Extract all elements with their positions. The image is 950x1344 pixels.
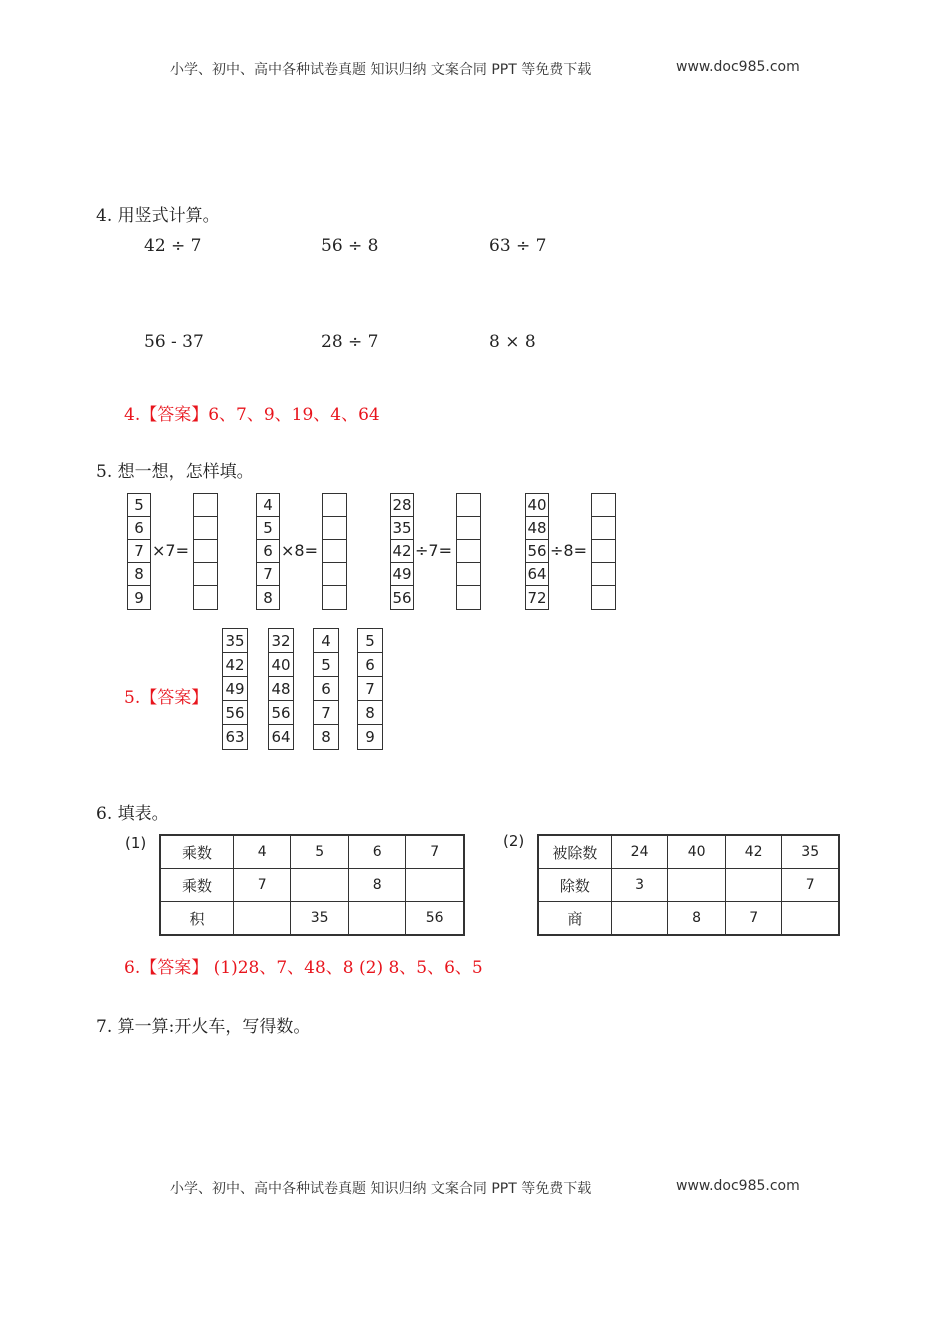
answer-blank-column-cell[interactable] (592, 494, 615, 517)
answer-column-cell: 8 (321, 728, 331, 746)
table1-label: (1) (125, 834, 147, 852)
input-column-cell: 48 (526, 517, 548, 540)
q5-title: 5. 想一想，怎样填。 (96, 462, 254, 482)
answer-blank-column-cell[interactable] (457, 494, 480, 517)
input-column-cell: 49 (391, 563, 413, 586)
answer-blank-column-cell[interactable] (323, 586, 346, 609)
input-column (127, 493, 151, 610)
answer-blank-column-cell[interactable] (592, 517, 615, 540)
q7-title: 7. 算一算:开火车，写得数。 (96, 1017, 311, 1037)
answer-column-cell: 7 (358, 677, 382, 701)
answer-blank-column-cell[interactable] (323, 494, 346, 517)
header-text: 小学、初中、高中各种试卷真题 知识归纳 文案合同 PPT 等免费下载 (170, 62, 592, 78)
answer-blank-column-cell[interactable] (194, 540, 217, 563)
input-column-cell: 56 (526, 540, 548, 563)
answer-blank-column-cell[interactable] (457, 517, 480, 540)
table-cell: 35 (291, 902, 349, 936)
operator: ×7= (152, 541, 189, 560)
answer-blank-column-cell[interactable] (323, 563, 346, 586)
footer-text: 小学、初中、高中各种试卷真题 知识归纳 文案合同 PPT 等免费下载 (170, 1181, 592, 1197)
input-column-cell: 35 (391, 517, 413, 540)
table-cell: 4 (234, 835, 291, 869)
table-cell (782, 902, 839, 936)
answer-column-cell: 35 (223, 629, 247, 653)
input-column-cell: 6 (128, 517, 150, 540)
table-cell (234, 902, 291, 936)
answer-column-cell: 9 (365, 728, 375, 746)
input-column-cell: 9 (134, 588, 144, 607)
answer-column (313, 628, 339, 750)
q4-problem: 63 ÷ 7 (489, 236, 547, 256)
division-table (537, 834, 840, 936)
table-cell: 8 (668, 902, 726, 936)
table-cell (406, 869, 464, 902)
input-column-cell: 8 (128, 563, 150, 586)
table-row (160, 835, 464, 869)
input-column-cell: 56 (392, 588, 412, 607)
table-row (160, 869, 464, 902)
answer-column-cell: 6 (314, 677, 338, 701)
table-cell: 7 (406, 835, 464, 869)
table-row (538, 902, 839, 936)
q5-answer-label: 5.【答案】 (124, 688, 209, 708)
input-column-cell: 5 (257, 517, 279, 540)
input-column-cell: 40 (526, 494, 548, 517)
answer-column-cell: 32 (269, 629, 293, 653)
table-cell (348, 902, 405, 936)
answer-blank-column-cell[interactable] (194, 494, 217, 517)
answer-column-cell: 49 (223, 677, 247, 701)
table-cell (291, 869, 349, 902)
row-header: 被除数 (538, 835, 611, 869)
answer-column-cell: 56 (269, 701, 293, 725)
table-cell: 7 (725, 902, 782, 936)
table-cell: 8 (348, 869, 405, 902)
answer-blank-column-cell[interactable] (323, 517, 346, 540)
operator: ÷7= (415, 541, 452, 560)
answer-column-cell: 6 (358, 653, 382, 677)
input-column-cell: 7 (257, 563, 279, 586)
answer-blank-column-cell[interactable] (194, 517, 217, 540)
input-column-cell: 64 (526, 563, 548, 586)
answer-blank-column-cell[interactable] (592, 540, 615, 563)
row-header: 乘数 (160, 835, 234, 869)
q6-title: 6. 填表。 (96, 804, 169, 824)
answer-blank-column-cell[interactable] (194, 563, 217, 586)
answer-column-cell: 40 (269, 653, 293, 677)
row-header: 商 (538, 902, 611, 936)
answer-blank-column-cell[interactable] (457, 540, 480, 563)
input-column-cell: 28 (391, 494, 413, 517)
input-column-cell: 42 (391, 540, 413, 563)
table-cell: 42 (725, 835, 782, 869)
input-column-cell: 4 (257, 494, 279, 517)
input-column-cell: 5 (128, 494, 150, 517)
row-header: 积 (160, 902, 234, 936)
input-column-cell: 6 (257, 540, 279, 563)
row-header: 除数 (538, 869, 611, 902)
table-cell (668, 869, 726, 902)
answer-blank-column-cell[interactable] (457, 563, 480, 586)
answer-blank-column-cell[interactable] (194, 586, 217, 609)
table-row (538, 835, 839, 869)
q4-problem: 56 ÷ 8 (321, 236, 379, 256)
answer-blank-column (193, 493, 218, 610)
footer-url[interactable]: www.doc985.com (676, 1178, 800, 1194)
input-column-cell: 7 (128, 540, 150, 563)
table-row (538, 869, 839, 902)
multiplication-table (159, 834, 465, 936)
table-cell: 56 (406, 902, 464, 936)
answer-blank-column-cell[interactable] (592, 563, 615, 586)
row-header: 乘数 (160, 869, 234, 902)
answer-blank-column-cell[interactable] (457, 586, 480, 609)
table-cell: 3 (611, 869, 668, 902)
table-cell: 7 (782, 869, 839, 902)
header-url[interactable]: www.doc985.com (676, 59, 800, 75)
answer-column-cell: 48 (269, 677, 293, 701)
table-cell: 7 (234, 869, 291, 902)
table-cell: 40 (668, 835, 726, 869)
answer-blank-column (456, 493, 481, 610)
operator: ×8= (281, 541, 318, 560)
table2-label: (2) (503, 832, 525, 850)
answer-blank-column-cell[interactable] (323, 540, 346, 563)
table-cell (611, 902, 668, 936)
table-cell: 5 (291, 835, 349, 869)
answer-column (357, 628, 383, 750)
q6-answer: 6.【答案】 (1)28、7、48、8 (2) 8、5、6、5 (124, 958, 483, 978)
input-column-cell: 72 (527, 588, 547, 607)
input-column (256, 493, 280, 610)
answer-column-cell: 8 (358, 701, 382, 725)
q4-problem: 8 × 8 (489, 332, 536, 352)
table-cell (725, 869, 782, 902)
q4-answer: 4.【答案】6、7、9、19、4、64 (124, 405, 380, 425)
table-cell: 6 (348, 835, 405, 869)
answer-blank-column (322, 493, 347, 610)
q4-problem: 28 ÷ 7 (321, 332, 379, 352)
answer-column-cell: 63 (225, 728, 245, 746)
table-cell: 24 (611, 835, 668, 869)
answer-column-cell: 5 (358, 629, 382, 653)
answer-column-cell: 64 (271, 728, 291, 746)
answer-column-cell: 42 (223, 653, 247, 677)
answer-blank-column (591, 493, 616, 610)
answer-column (268, 628, 294, 750)
answer-blank-column-cell[interactable] (592, 586, 615, 609)
answer-column-cell: 4 (314, 629, 338, 653)
answer-column (222, 628, 248, 750)
q4-problem: 56 - 37 (144, 332, 204, 352)
input-column (525, 493, 549, 610)
input-column (390, 493, 414, 610)
input-column-cell: 8 (263, 588, 273, 607)
operator: ÷8= (550, 541, 587, 560)
q4-title: 4. 用竖式计算。 (96, 206, 220, 226)
answer-column-cell: 5 (314, 653, 338, 677)
table-cell: 35 (782, 835, 839, 869)
answer-column-cell: 56 (223, 701, 247, 725)
q4-problem: 42 ÷ 7 (144, 236, 202, 256)
answer-column-cell: 7 (314, 701, 338, 725)
table-row (160, 902, 464, 936)
